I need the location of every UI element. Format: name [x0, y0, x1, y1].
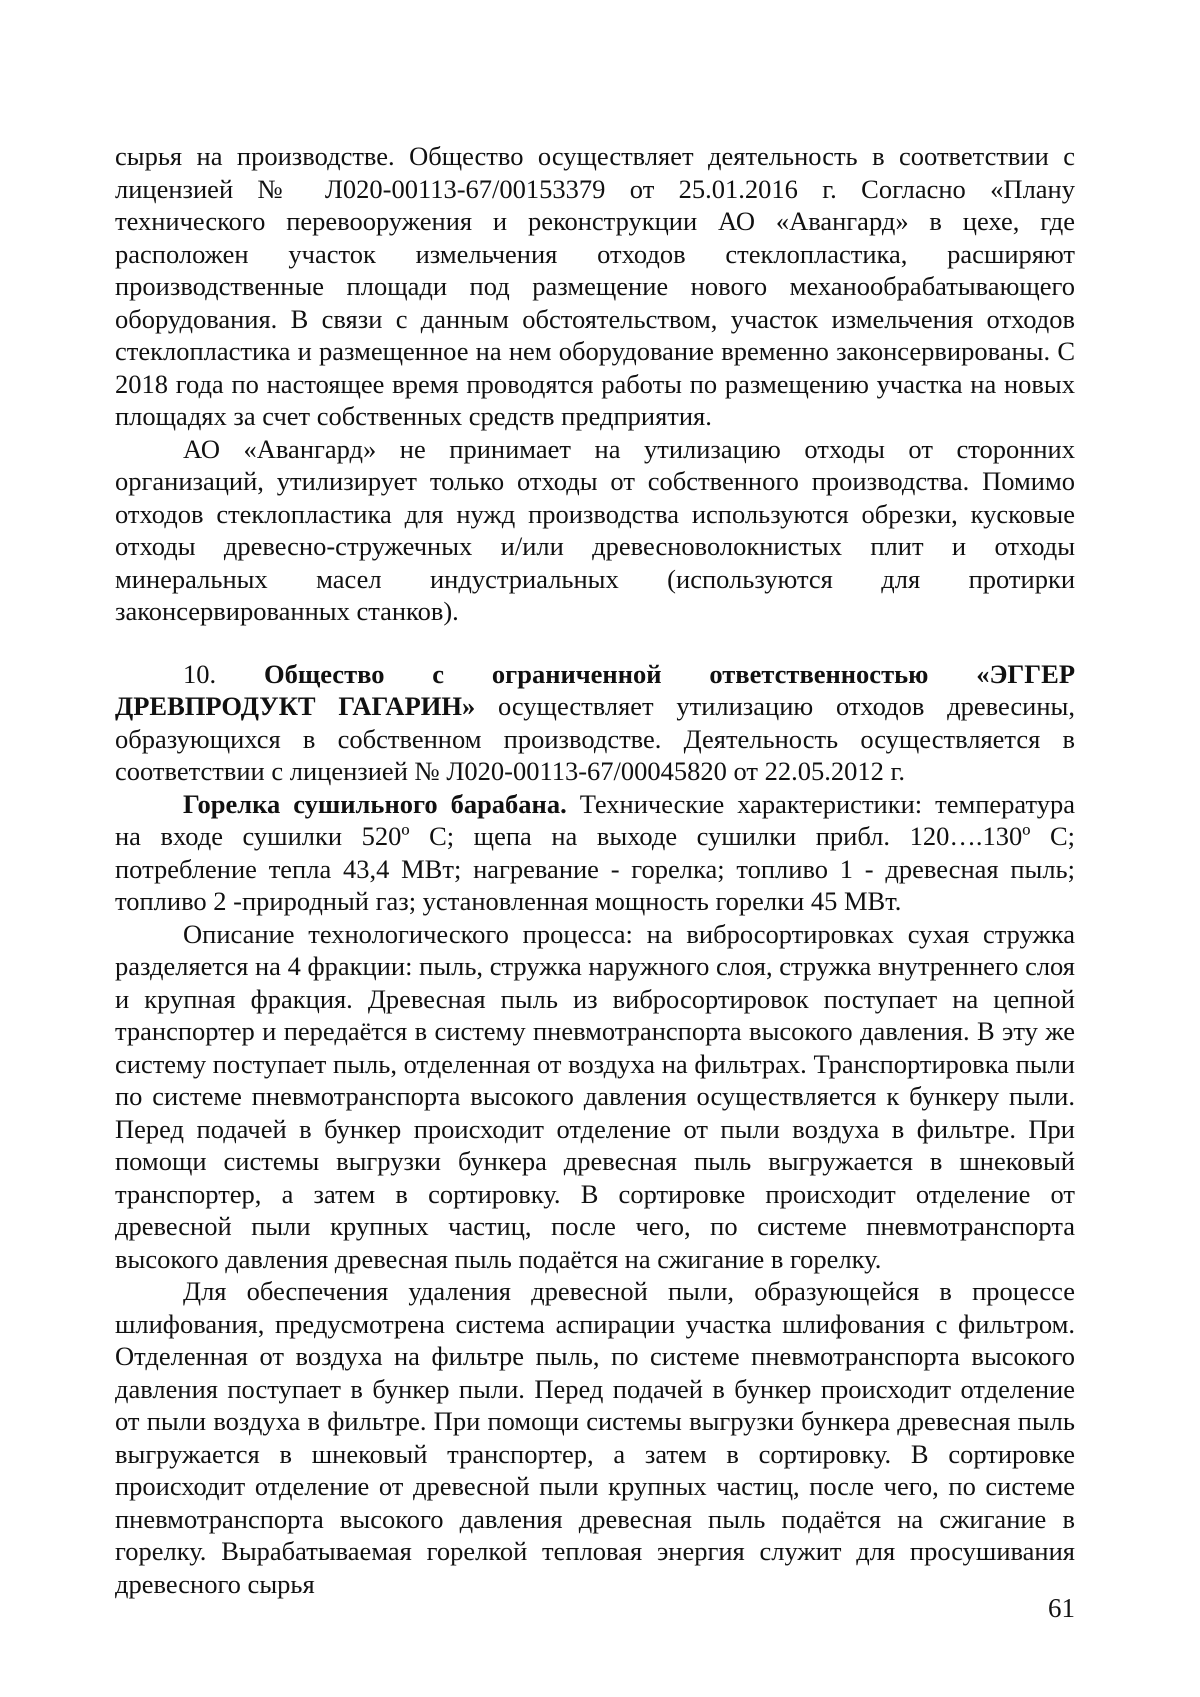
paragraph-dryer-burner: [115, 788, 1075, 918]
paragraph-spacer: [115, 628, 1075, 658]
item-number: 10.: [183, 658, 264, 689]
company-name: Общество с ограниченной ответственностью «ЭГГЕР ДРЕВПРОДУКТ ГАГАРИН»: [115, 658, 1076, 721]
paragraph-process-description: [115, 918, 1075, 1276]
body-text: [115, 140, 1075, 1600]
paragraph-egger-company: [115, 658, 1075, 788]
paragraph-avangard-waste: [115, 433, 1075, 628]
paragraph-text: АО «Авангард» не принимает на утилизацию отходы от сторонних организаций, утилизирует только отходы от собственного производства. Помимо отходов стеклопластика для нужд производства используются обрезки, кусковые отходы древесно-стружечных и/или древесноволокнистых плит и отходы минеральных масел индустриальных (используются для протирки законсервированных станков).: [115, 433, 1075, 626]
page-number: 61: [1048, 1593, 1075, 1623]
section-heading: Горелка сушильного барабана.: [183, 788, 567, 819]
paragraph-text: сырья на производстве. Общество осуществляет деятельность в соответствии с лицензией № Л020-00113-67/00153379 от 25.01.2016 г. Согласно «Плану технического перевооружения и реконструкции АО «Авангард» в цехе, где расположен участок измельчения отходов стеклопластика, расширяют производственные площади под размещение нового механообрабатывающего оборудования. В связи с данным обстоятельством, участок измельчения отходов стеклопластика и размещенное на нем оборудование временно законсервированы. С 2018 года по настоящее время проводятся работы по размещению участка на новых площадях за счет собственных средств предприятия.: [115, 141, 1075, 431]
paragraph-dust-removal: [115, 1275, 1075, 1600]
paragraph-text: Описание технологического процесса: на вибросортировках сухая стружка разделяется на 4 фракции: пыль, стружка наружного слоя, стружка внутреннего слоя и крупная фракция. Древесная пыль из вибросортировок поступает на цепной транспортер и передаётся в систему пневмотранспорта высокого давления. В эту же систему поступает пыль, отделенная от воздуха на фильтрах. Транспортировка пыли по системе пневмотранспорта высокого давления осуществляется к бункеру пыли. Перед подачей в бункер происходит отделение от пыли воздуха в фильтре. При помощи системы выгрузки бункера древесная пыль выгружается в шнековый транспортер, а затем в сортировку. В сортировке происходит отделение от древесной пыли крупных частиц, после чего, по системе пневмотранспорта высокого давления древесная пыль подаётся на сжигание в горелку.: [115, 918, 1075, 1274]
paragraph-text: Технические характеристики: температура на входе сушилки 520º С; щепа на выходе сушилки прибл. 120….130º С; потребление тепла 43,4 МВт; нагревание - горелка; топливо 1 - древесная пыль; топливо 2 -природный газ; установленная мощность горелки 45 МВт.: [115, 788, 1075, 916]
paragraph-raw-material: [115, 140, 1075, 433]
paragraph-text: осуществляет утилизацию отходов древесины, образующихся в собственном производстве. Деятельность осуществляется в соответствии с лицензией № Л020-00113-67/00045820 от 22.05.2012 г.: [115, 691, 1075, 786]
paragraph-text: Для обеспечения удаления древесной пыли, образующейся в процессе шлифования, предусмотрена система аспирации участка шлифования с фильтром. Отделенная от воздуха на фильтре пыль, по системе пневмотранспорта высокого давления поступает в бункер пыли. Перед подачей в бункер происходит отделение от пыли воздуха в фильтре. При помощи системы выгрузки бункера древесная пыль выгружается в шнековый транспортер, а затем в сортировку. В сортировке происходит отделение от древесной пыли крупных частиц, после чего, по системе пневмотранспорта высокого давления древесная пыль подаётся на сжигание в горелку. Вырабатываемая горелкой тепловая энергия служит для просушивания древесного сырья: [115, 1276, 1075, 1599]
